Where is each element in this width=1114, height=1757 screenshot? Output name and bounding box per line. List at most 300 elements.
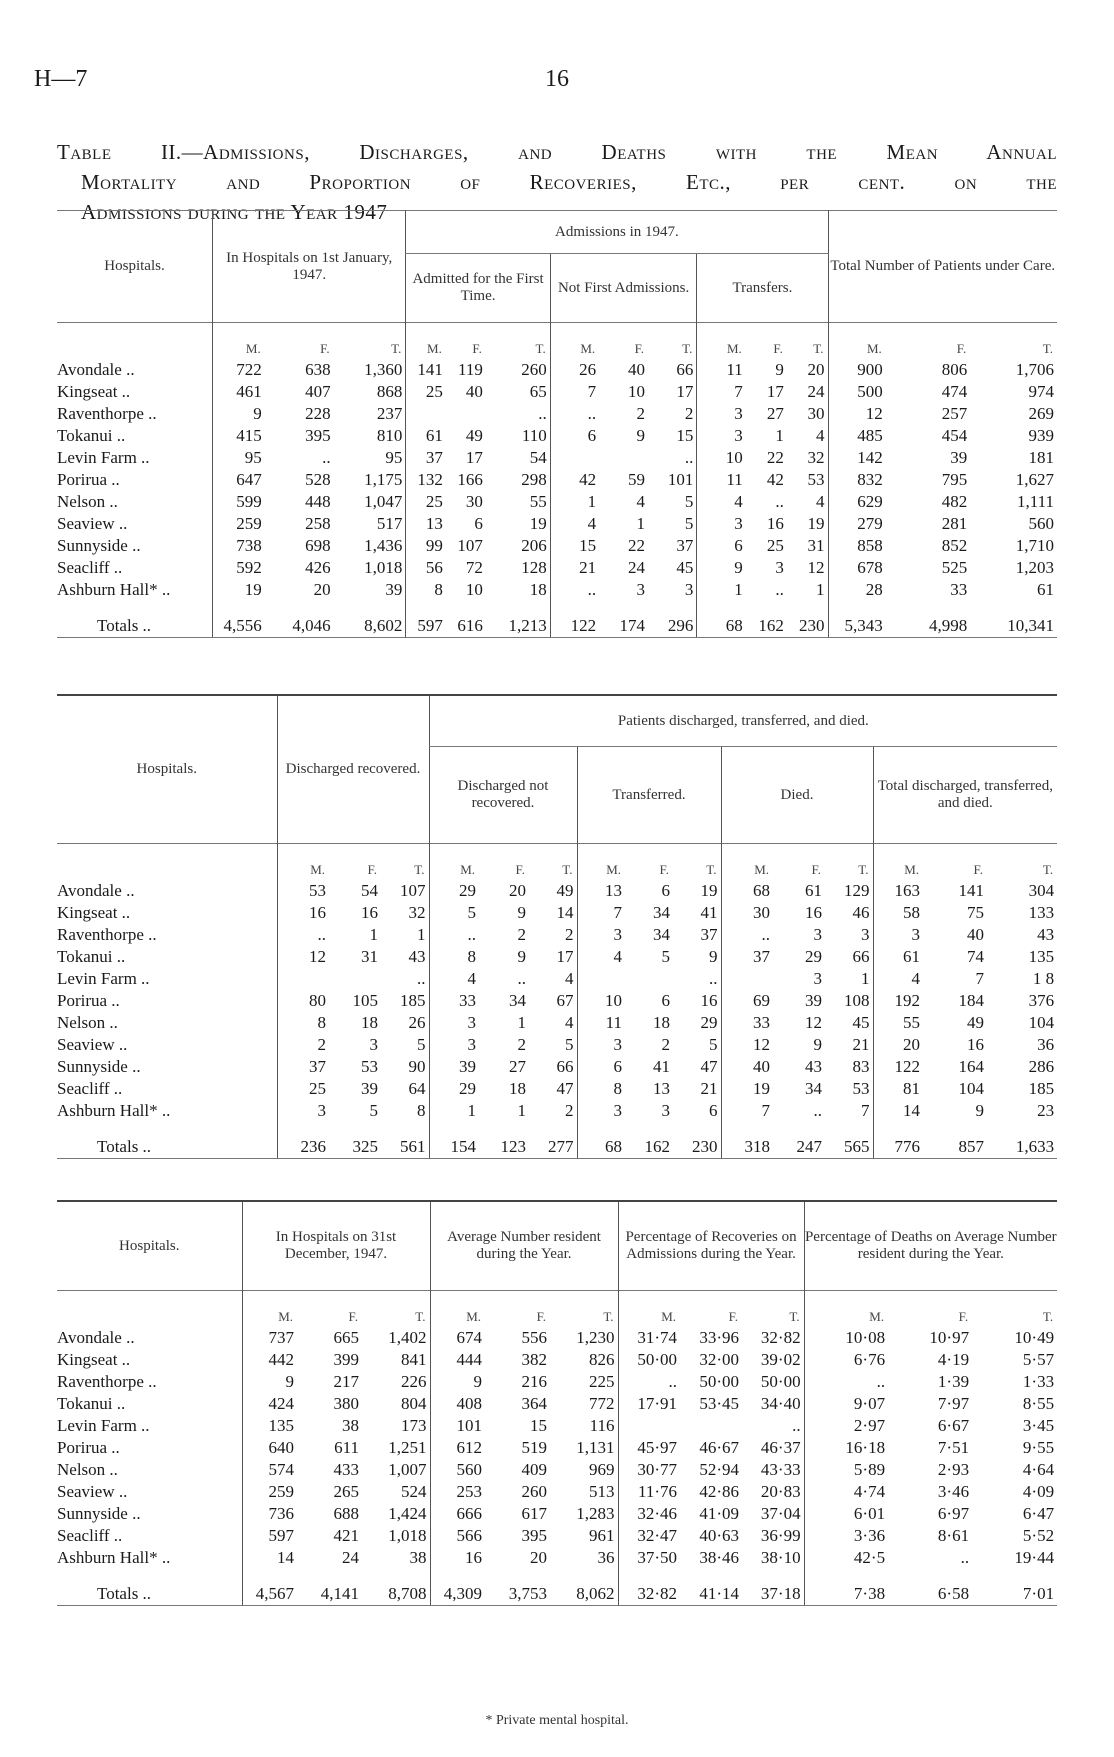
sex-label: M.: [697, 323, 746, 360]
cell-value: 474: [941, 382, 968, 401]
cell-value: 826: [589, 1350, 615, 1369]
total-value: 10,341: [970, 601, 1057, 638]
hospital-name: Seaview ..: [57, 1482, 128, 1501]
cell-value: 772: [589, 1394, 615, 1413]
cell-value: 7: [975, 969, 984, 988]
cell-value: 55: [529, 492, 547, 511]
cell-value: 20: [873, 1034, 923, 1056]
hospital-name: Avondale ..: [57, 1328, 135, 1347]
cell-value: 566: [430, 1525, 485, 1547]
sex-label: T.: [414, 862, 425, 877]
cell-value: 37: [700, 925, 718, 944]
cell-value: 1,627: [1015, 470, 1054, 489]
cell-value: 16: [430, 1547, 485, 1569]
cell-value: 6: [474, 514, 483, 533]
cell-value: 32: [408, 903, 426, 922]
cell-value: 12: [721, 1034, 773, 1056]
cell-value: 141: [406, 359, 446, 381]
cell-value: 46·67: [699, 1438, 740, 1457]
cell-value: 38: [409, 1548, 427, 1567]
cell-value: [618, 1415, 680, 1437]
total-value: 4,556: [213, 601, 265, 638]
cell-value: 617: [521, 1504, 548, 1523]
cell-value: 27: [766, 404, 784, 423]
cell-value: 39·02: [760, 1350, 801, 1369]
cell-value: 3: [369, 1035, 378, 1054]
cell-value: 9: [709, 947, 718, 966]
cell-value: 25: [406, 381, 446, 403]
cell-value: 32·46: [618, 1503, 680, 1525]
cell-value: 43: [408, 947, 426, 966]
cell-value: 16: [361, 903, 378, 922]
cell-value: 444: [430, 1349, 485, 1371]
cell-value: 806: [941, 360, 968, 379]
cell-value: 738: [213, 535, 265, 557]
cell-value: 8: [429, 946, 479, 968]
table-row: [57, 1078, 1057, 1100]
cell-value: 61: [805, 881, 822, 900]
cell-value: [277, 968, 329, 990]
cell-value: 49: [967, 1013, 984, 1032]
totals-row: [57, 1122, 1057, 1159]
cell-value: 5·89: [804, 1459, 888, 1481]
totals-label: Totals ..: [57, 1122, 277, 1159]
cell-value: 4·74: [804, 1481, 888, 1503]
total-value: 247: [773, 1122, 825, 1159]
cell-value: 3: [697, 513, 746, 535]
cell-value: 1: [550, 491, 599, 513]
table-row: [57, 447, 1057, 469]
cell-value: 36: [597, 1548, 615, 1567]
cell-value: 72: [465, 558, 483, 577]
cell-value: 260: [521, 1482, 548, 1501]
cell-value: 17·91: [618, 1393, 680, 1415]
total-value: 32·82: [618, 1569, 680, 1606]
cell-value: 43: [1037, 925, 1055, 944]
cell-value: 8·55: [1022, 1394, 1055, 1413]
cell-value: 29: [429, 1078, 479, 1100]
cell-value: 20: [313, 580, 331, 599]
cell-value: 674: [430, 1327, 485, 1349]
cell-value: 9·55: [1022, 1438, 1055, 1457]
title-line-3: Admissions during the Year 1947: [81, 200, 388, 224]
cell-value: ..: [322, 448, 331, 467]
cell-value: 382: [521, 1350, 548, 1369]
cell-value: ..: [417, 969, 426, 988]
cell-value: 54: [529, 448, 547, 467]
cell-value: 11: [697, 469, 746, 491]
total-value: 1,633: [987, 1122, 1057, 1159]
sex-label: T.: [813, 341, 824, 356]
table-row: [57, 403, 1057, 425]
cell-value: 611: [334, 1438, 359, 1457]
sex-label: F.: [958, 1309, 969, 1324]
cell-value: 11·76: [618, 1481, 680, 1503]
table-row: [57, 968, 1057, 990]
col-header-transfers: Transfers.: [697, 254, 828, 323]
cell-value: 30: [465, 492, 483, 511]
col-header-transferred: Transferred.: [577, 747, 721, 844]
cell-value: 304: [1028, 881, 1055, 900]
cell-value: 39: [385, 580, 403, 599]
cell-value: 61: [1037, 580, 1054, 599]
cell-value: 597: [242, 1525, 297, 1547]
cell-value: 47: [556, 1079, 574, 1098]
sex-subheader-row: [57, 844, 1057, 881]
cell-value: 95: [213, 447, 265, 469]
cell-value: 482: [941, 492, 968, 511]
cell-value: 260: [521, 360, 547, 379]
cell-value: 24: [807, 382, 825, 401]
cell-value: 81: [873, 1078, 923, 1100]
cell-value: 10: [697, 447, 746, 469]
cell-value: 16: [277, 902, 329, 924]
cell-value: ..: [517, 969, 526, 988]
cell-value: 3: [684, 580, 694, 599]
hospital-name: Sunnyside ..: [57, 536, 141, 555]
table-row: [57, 1371, 1057, 1393]
cell-value: 3: [873, 924, 923, 946]
table-row: [57, 359, 1057, 381]
total-value: 4,141: [297, 1569, 362, 1606]
cell-value: 99: [406, 535, 446, 557]
cell-value: 6: [661, 991, 670, 1010]
cell-value: 41·09: [699, 1504, 740, 1523]
cell-value: 129: [844, 881, 870, 900]
cell-value: 34: [509, 991, 526, 1010]
cell-value: 26: [408, 1013, 426, 1032]
cell-value: 58: [873, 902, 923, 924]
cell-value: 33: [950, 580, 968, 599]
hospital-name: Kingseat ..: [57, 382, 131, 401]
cell-value: 376: [1028, 991, 1055, 1010]
cell-value: 185: [400, 991, 426, 1010]
cell-value: ..: [538, 404, 547, 423]
table-row: [57, 1415, 1057, 1437]
cell-value: 698: [305, 536, 331, 555]
table-row: [57, 1349, 1057, 1371]
cell-value: 1: [429, 1100, 479, 1122]
cell-value: 15: [676, 426, 694, 445]
cell-value: 1,436: [364, 536, 403, 555]
cell-value: 6: [697, 535, 746, 557]
cell-value: 1 8: [1032, 969, 1055, 988]
hospital-name: Avondale ..: [57, 881, 135, 900]
totals-row: [57, 601, 1057, 638]
hospital-name: Seacliff ..: [57, 1079, 123, 1098]
cell-value: 119: [457, 360, 483, 379]
cell-value: 2: [517, 925, 526, 944]
cell-value: 415: [213, 425, 265, 447]
col-header-not-first: Not First Admissions.: [550, 254, 697, 323]
cell-value: 1: [861, 969, 870, 988]
cell-value: 1: [417, 925, 426, 944]
sex-label: F.: [367, 862, 377, 877]
hospital-name: Nelson ..: [57, 492, 118, 511]
cell-value: 3: [429, 1012, 479, 1034]
cell-value: 69: [721, 990, 773, 1012]
cell-value: 38·46: [699, 1548, 740, 1567]
cell-value: 574: [242, 1459, 297, 1481]
cell-value: 25: [766, 536, 784, 555]
footnote: * Private mental hospital.: [485, 1713, 629, 1728]
sex-label: M.: [277, 844, 329, 881]
total-value: 325: [329, 1122, 381, 1159]
cell-value: 257: [941, 404, 968, 423]
sex-label: M.: [804, 1291, 888, 1328]
sex-label: F.: [811, 862, 821, 877]
cell-value: 16: [805, 903, 822, 922]
table-row: [57, 902, 1057, 924]
cell-value: 4·64: [1022, 1460, 1055, 1479]
cell-value: 4: [816, 426, 825, 445]
sex-label: M.: [577, 844, 625, 881]
cell-value: 485: [828, 425, 886, 447]
cell-value: 2: [661, 1035, 670, 1054]
cell-value: 9: [242, 1371, 297, 1393]
cell-value: 19: [529, 514, 547, 533]
cell-value: 6: [709, 1101, 718, 1120]
cell-value: 173: [401, 1416, 427, 1435]
cell-value: ..: [550, 579, 599, 601]
cell-value: 519: [521, 1438, 548, 1457]
cell-value: 184: [958, 991, 984, 1010]
table-row: [57, 1034, 1057, 1056]
title-line-2: Mortality and Proportion of Recoveries, Etc., per cent. on the: [81, 170, 1057, 194]
cell-value: 638: [305, 360, 331, 379]
hospital-name: Seaview ..: [57, 514, 128, 533]
cell-value: 90: [408, 1057, 426, 1076]
cell-value: 1,360: [364, 360, 403, 379]
cell-value: 15: [530, 1416, 548, 1435]
cell-value: 974: [1028, 382, 1054, 401]
cell-value: 12: [277, 946, 329, 968]
cell-value: 5·57: [1022, 1350, 1055, 1369]
table-row: [57, 1503, 1057, 1525]
cell-value: 216: [521, 1372, 548, 1391]
cell-value: 17: [556, 947, 574, 966]
total-value: 7·01: [972, 1569, 1057, 1606]
table-row: [57, 1100, 1057, 1122]
cell-value: 8: [417, 1101, 426, 1120]
cell-value: 34: [653, 903, 670, 922]
report-reference: H—7: [34, 66, 88, 92]
cell-value: 3·46: [937, 1482, 970, 1501]
cell-value: 39: [950, 448, 968, 467]
col-header-pct-deaths: Percentage of Deaths on Average Number resident during the Year.: [804, 1201, 1057, 1291]
total-value: 123: [479, 1122, 529, 1159]
cell-value: 841: [401, 1350, 427, 1369]
cell-value: 1,203: [1015, 558, 1054, 577]
title-line-1: Table II.—Admissions, Discharges, and Deaths with the Mean Annual: [57, 140, 1057, 164]
cell-value: 39: [429, 1056, 479, 1078]
total-value: 616: [446, 601, 486, 638]
cell-value: 3: [861, 925, 870, 944]
cell-value: ..: [684, 448, 694, 467]
cell-value: 281: [941, 514, 968, 533]
cell-value: 30·77: [618, 1459, 680, 1481]
cell-value: 3: [577, 924, 625, 946]
sex-label: M.: [429, 844, 479, 881]
cell-value: 45: [852, 1013, 870, 1032]
percentages-table: [57, 1200, 1057, 1606]
cell-value: 666: [430, 1503, 485, 1525]
cell-value: 34: [653, 925, 670, 944]
hospital-name: Nelson ..: [57, 1013, 118, 1032]
cell-value: 33: [429, 990, 479, 1012]
cell-value: 16: [967, 1035, 984, 1054]
cell-value: 17: [465, 448, 483, 467]
col-header-admissions: Admissions in 1947.: [406, 211, 828, 254]
sex-label: F.: [472, 341, 482, 356]
cell-value: 10: [577, 990, 625, 1012]
cell-value: 141: [958, 881, 984, 900]
cell-value: 7·51: [937, 1438, 970, 1457]
total-value: 230: [787, 601, 828, 638]
cell-value: 259: [213, 513, 265, 535]
sex-label: T.: [415, 1309, 426, 1324]
cell-value: 969: [589, 1460, 615, 1479]
cell-value: 122: [873, 1056, 923, 1078]
cell-value: 50·00: [618, 1349, 680, 1371]
cell-value: 13: [577, 880, 625, 902]
cell-value: 20: [509, 881, 526, 900]
hospital-name: Levin Farm ..: [57, 448, 150, 467]
cell-value: 1,230: [576, 1328, 615, 1347]
cell-value: 75: [967, 903, 984, 922]
cell-value: 9: [775, 360, 784, 379]
cell-value: 1: [517, 1013, 526, 1032]
cell-value: 43: [805, 1057, 822, 1076]
table-row: [57, 1547, 1057, 1569]
cell-value: 1,007: [388, 1460, 427, 1479]
cell-value: 68: [721, 880, 773, 902]
cell-value: 3·45: [1022, 1416, 1055, 1435]
hospital-name: Seaview ..: [57, 1035, 128, 1054]
cell-value: 939: [1028, 426, 1054, 445]
cell-value: 8: [277, 1012, 329, 1034]
sex-label: T.: [858, 862, 869, 877]
cell-value: 259: [242, 1481, 297, 1503]
table-row: [57, 1012, 1057, 1034]
cell-value: 30: [807, 404, 825, 423]
cell-value: 34·40: [760, 1394, 801, 1413]
cell-value: 2: [636, 404, 646, 423]
cell-value: 110: [521, 426, 547, 445]
cell-value: 2: [684, 404, 694, 423]
cell-value: 21: [550, 557, 599, 579]
cell-value: 50·00: [760, 1372, 801, 1391]
cell-value: 19·44: [1014, 1548, 1055, 1567]
cell-value: 1·39: [937, 1372, 970, 1391]
table-row: [57, 1437, 1057, 1459]
cell-value: 5: [709, 1035, 718, 1054]
cell-value: 11: [697, 359, 746, 381]
cell-value: 5: [684, 492, 694, 511]
cell-value: 4: [816, 492, 825, 511]
cell-value: 442: [242, 1349, 297, 1371]
cell-value: 4: [429, 968, 479, 990]
cell-value: 22: [628, 536, 646, 555]
cell-value: 737: [242, 1327, 297, 1349]
hospital-name: Porirua ..: [57, 1438, 120, 1457]
cell-value: 37: [676, 536, 694, 555]
cell-value: 24: [628, 558, 646, 577]
cell-value: 2: [277, 1034, 329, 1056]
sex-label: T.: [789, 1309, 800, 1324]
cell-value: 66: [676, 360, 694, 379]
sex-label: M.: [213, 323, 265, 360]
sex-label: M.: [828, 323, 886, 360]
cell-value: 10·08: [804, 1327, 888, 1349]
cell-value: 53: [807, 470, 825, 489]
cell-value: ..: [775, 492, 784, 511]
sex-label: T.: [706, 862, 717, 877]
cell-value: 133: [1028, 903, 1055, 922]
cell-value: 11: [577, 1012, 625, 1034]
cell-value: 22: [766, 448, 784, 467]
cell-value: 132: [406, 469, 446, 491]
cell-value: 454: [941, 426, 968, 445]
cell-value: 1: [816, 580, 825, 599]
cell-value: 517: [376, 514, 403, 533]
cell-value: 3: [277, 1100, 329, 1122]
cell-value: 52·94: [699, 1460, 740, 1479]
cell-value: 18: [653, 1013, 670, 1032]
cell-value: 42: [766, 470, 784, 489]
cell-value: 7·97: [937, 1394, 970, 1413]
subheader-blank: [57, 323, 213, 360]
subheader-blank: [57, 1291, 242, 1328]
cell-value: 1,018: [364, 558, 403, 577]
table-row: [57, 381, 1057, 403]
table-row: [57, 1525, 1057, 1547]
total-value: 5,343: [828, 601, 886, 638]
cell-value: 3: [697, 425, 746, 447]
hospital-name: Raventhorpe ..: [57, 1372, 157, 1391]
cell-value: 9: [517, 947, 526, 966]
cell-value: 3: [429, 1034, 479, 1056]
sex-label: F.: [728, 1309, 739, 1324]
table-row: [57, 535, 1057, 557]
cell-value: 4·09: [1022, 1482, 1055, 1501]
cell-value: 7: [697, 381, 746, 403]
cell-value: 858: [828, 535, 886, 557]
sex-label: M.: [550, 323, 599, 360]
cell-value: 45: [676, 558, 694, 577]
cell-value: 647: [213, 469, 265, 491]
cell-value: 3: [577, 1100, 625, 1122]
cell-value: 135: [242, 1415, 297, 1437]
table-row: [57, 1481, 1057, 1503]
cell-value: 19: [213, 579, 265, 601]
cell-value: 30: [721, 902, 773, 924]
cell-value: 832: [828, 469, 886, 491]
cell-value: 3: [577, 1034, 625, 1056]
table-row: [57, 1056, 1057, 1078]
cell-value: 31: [807, 536, 825, 555]
cell-value: 28: [828, 579, 886, 601]
cell-value: 40·63: [699, 1526, 740, 1545]
cell-value: 45·97: [618, 1437, 680, 1459]
totals-row: [57, 1569, 1057, 1606]
cell-value: 5·52: [1022, 1526, 1055, 1545]
cell-value: 269: [1028, 404, 1054, 423]
sex-label: F.: [773, 341, 783, 356]
cell-value: 448: [305, 492, 331, 511]
cell-value: 18: [509, 1079, 526, 1098]
cell-value: 852: [941, 536, 968, 555]
